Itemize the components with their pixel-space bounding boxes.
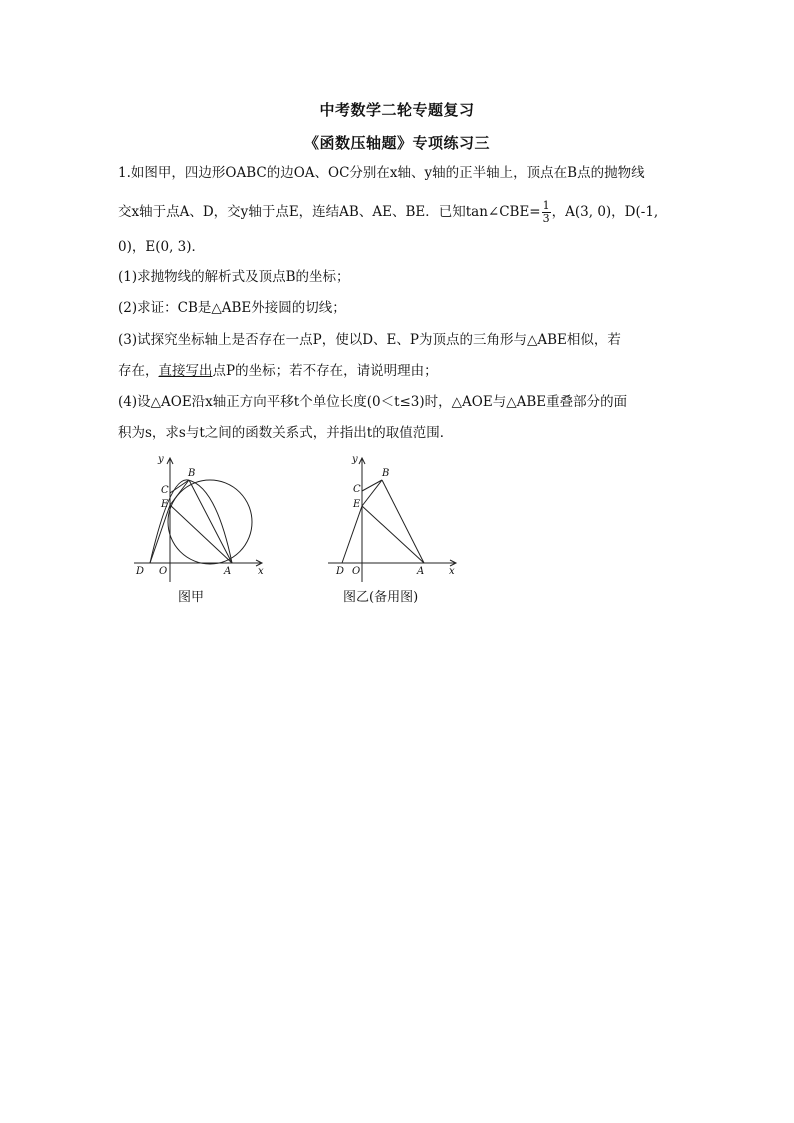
question-2: (2)求证：CB是△ABE外接圆的切线；	[118, 300, 346, 316]
label-c: C	[353, 484, 361, 495]
label-a: A	[224, 566, 232, 577]
segment-ab	[382, 480, 424, 563]
label-y: y	[352, 454, 358, 465]
figure-jia	[128, 450, 278, 585]
page-title: 中考数学二轮专题复习	[319, 101, 475, 119]
label-d: D	[136, 566, 145, 577]
label-c: C	[161, 485, 169, 496]
label-a: A	[417, 566, 425, 577]
label-y: y	[158, 454, 164, 465]
question-4-line-1: (4)设△AOE沿x轴正方向平移t个单位长度(0＜t≤3)时，△AOE与△ABE重叠部分的面	[118, 394, 628, 410]
fraction-denominator: 3	[542, 212, 550, 225]
label-o: O	[352, 566, 361, 577]
label-x: x	[449, 566, 455, 577]
label-b: B	[382, 468, 390, 479]
question-3-prefix: 存在，	[118, 363, 159, 379]
problem-line-2-a: 交x轴于点A、D，交y轴于点E，连结AB、AE、BE．已知tan∠CBE=	[118, 204, 541, 220]
segment-cb	[362, 480, 382, 491]
problem-line-2-b: ，A(3, 0)，D(-1,	[551, 204, 659, 220]
problem-line-1: 1.如图甲，四边形OABC的边OA、OC分别在x轴、y轴的正半轴上，顶点在B点的抛物线	[118, 165, 645, 181]
segment-ae	[362, 506, 424, 563]
question-3-line-1: (3)试探究坐标轴上是否存在一点P，使以D、E、P为顶点的三角形与△ABE相似，若	[118, 332, 621, 348]
figure-yi-caption: 图乙(备用图)	[343, 590, 419, 605]
figure-jia-caption: 图甲	[178, 590, 205, 605]
question-1: (1)求抛物线的解析式及顶点B的坐标；	[118, 269, 350, 285]
question-4-line-2: 积为s，求s与t之间的函数关系式，并指出t的取值范围．	[118, 425, 454, 441]
circumcircle	[168, 480, 252, 564]
figure-yi	[322, 450, 472, 585]
segment-de	[342, 506, 362, 563]
fraction-one-third	[542, 200, 551, 225]
label-o: O	[159, 566, 168, 577]
problem-line-2	[118, 200, 658, 225]
label-d: D	[336, 566, 345, 577]
label-x: x	[258, 566, 264, 577]
page-subtitle: 《函数压轴题》专项练习三	[303, 134, 490, 152]
segment-cb	[170, 480, 189, 493]
question-3-suffix: 点P的坐标；若不存在，请说明理由；	[212, 363, 438, 379]
label-b: B	[188, 468, 196, 479]
problem-line-3: 0)，E(0, 3)．	[118, 239, 206, 255]
fraction-numerator: 1	[542, 199, 550, 212]
segment-be	[362, 480, 382, 506]
question-3-line-2	[118, 361, 438, 381]
segment-ab	[189, 480, 232, 563]
label-e: E	[353, 499, 361, 510]
segment-ae	[170, 505, 232, 563]
question-3-underlined: 直接写出	[158, 363, 213, 379]
label-e: E	[161, 499, 169, 510]
segment-de	[150, 505, 170, 563]
